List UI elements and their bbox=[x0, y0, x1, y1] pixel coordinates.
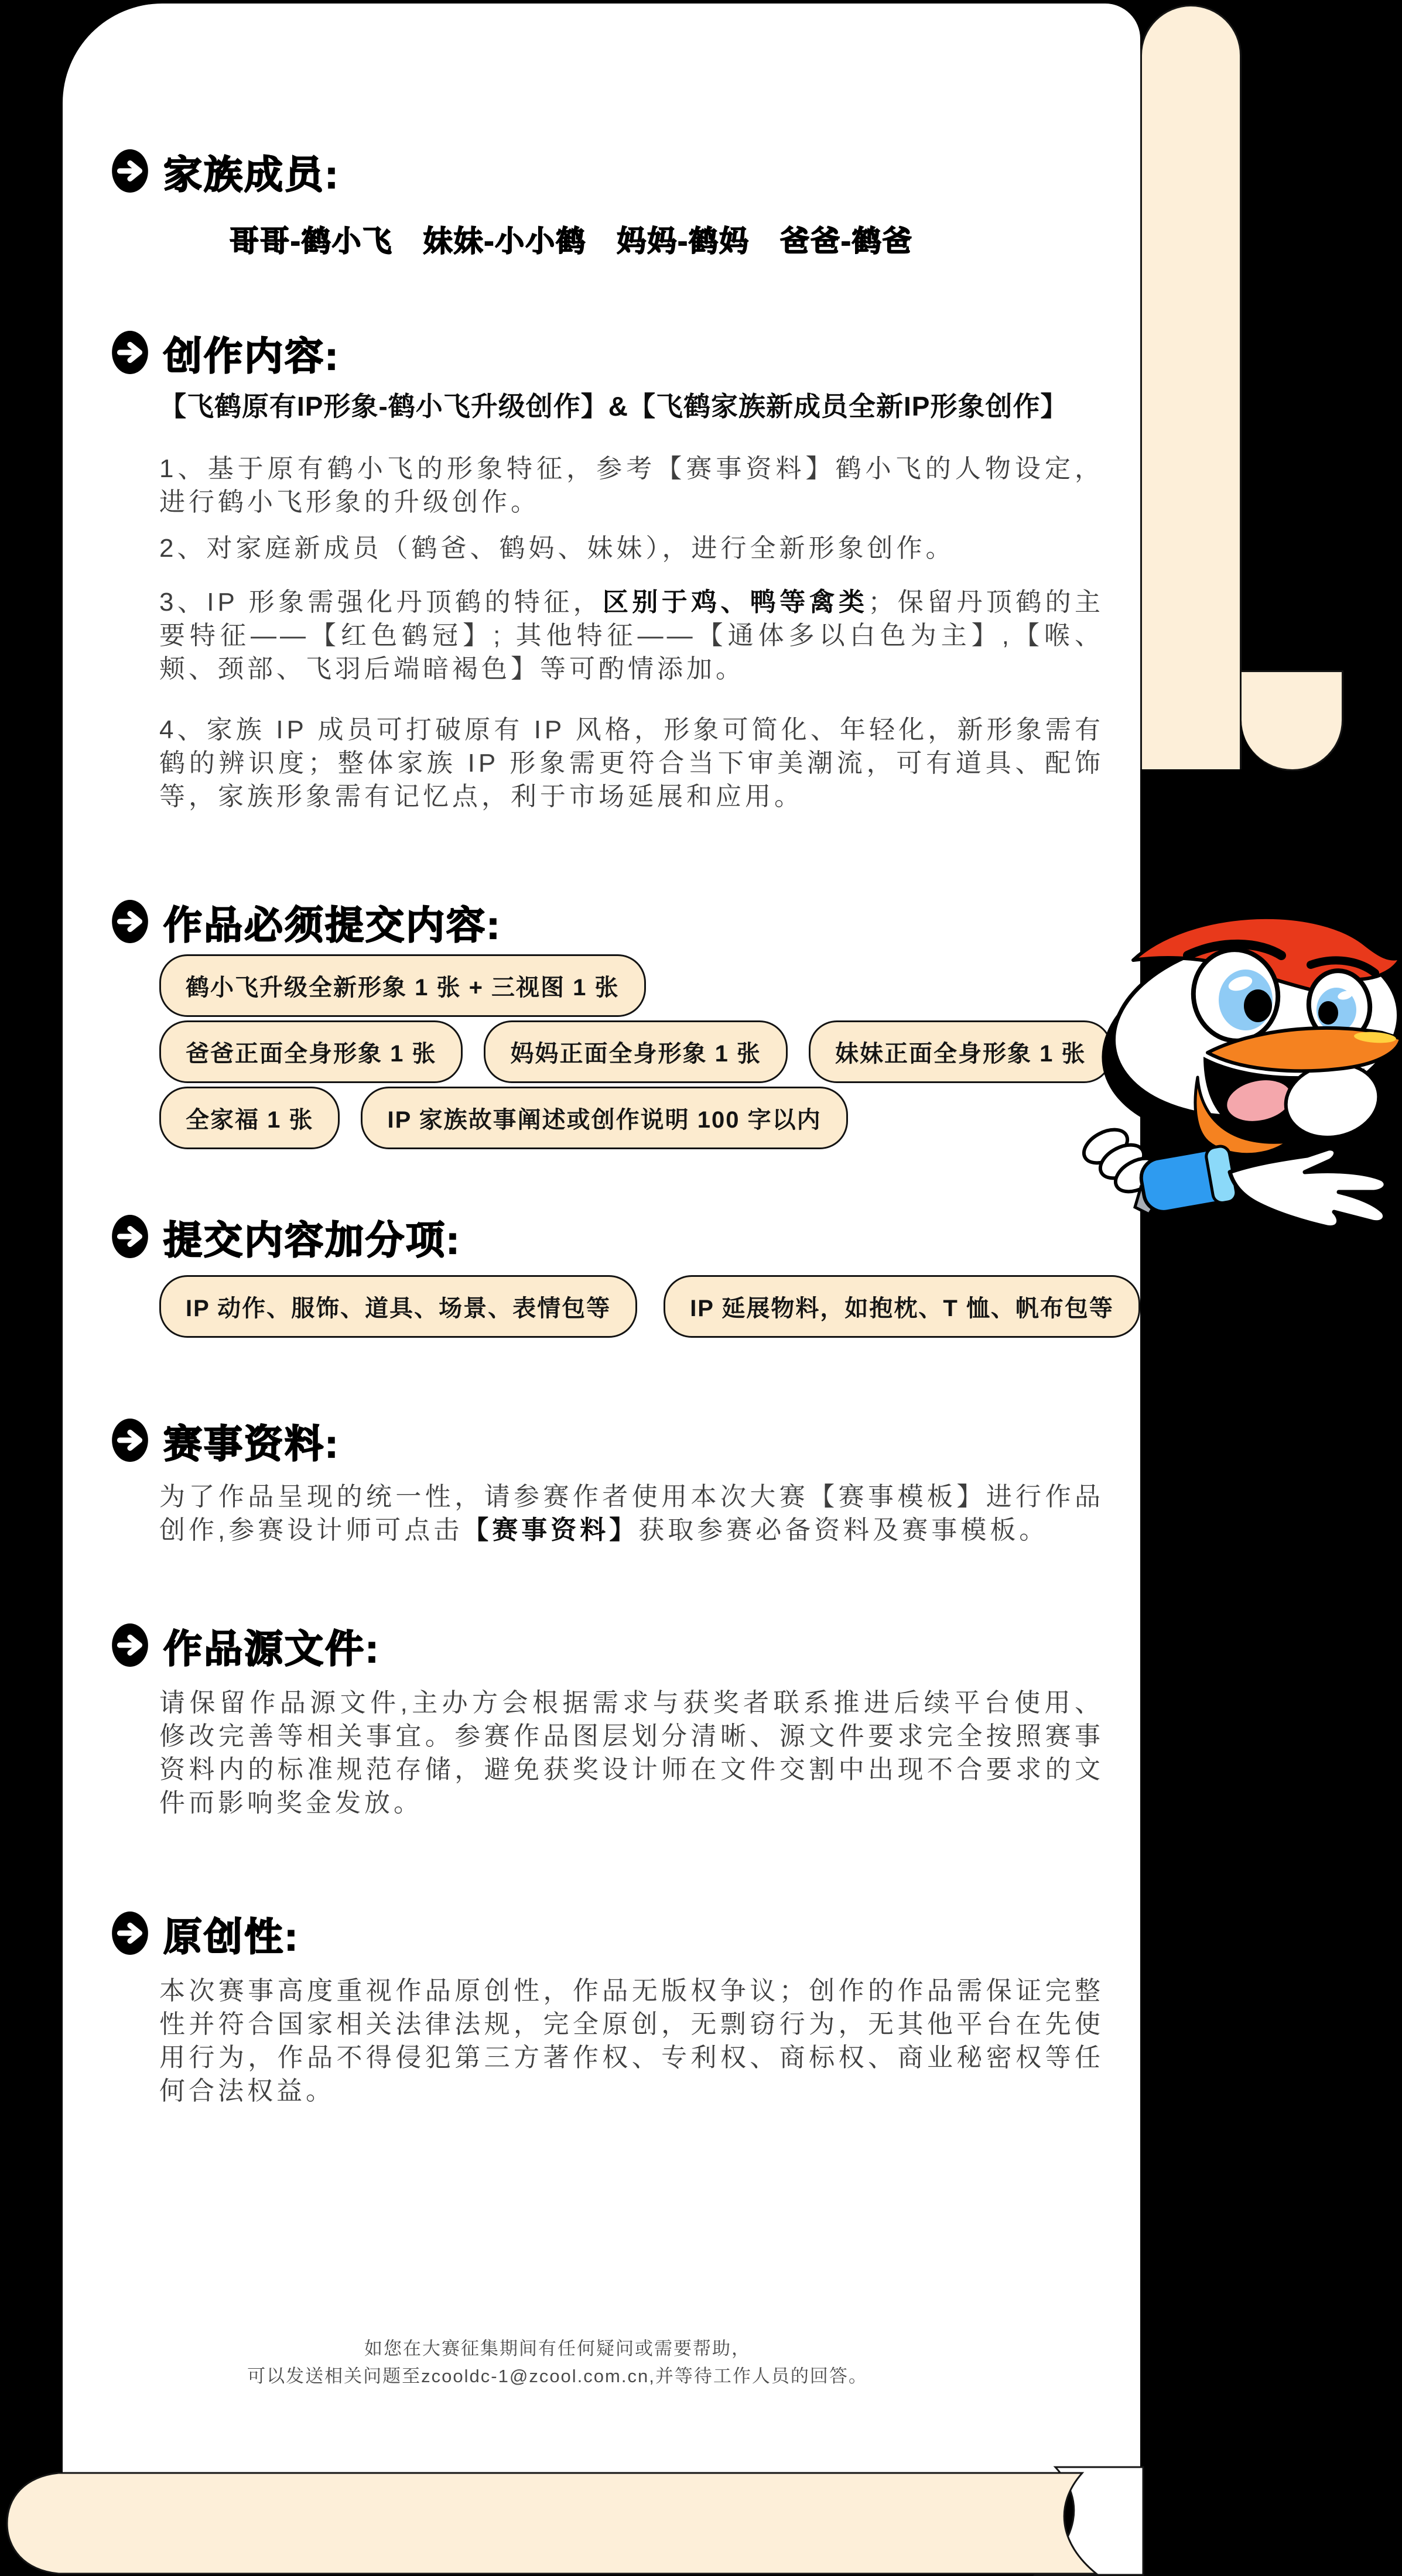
required-pill-row-2 bbox=[159, 1020, 1112, 1083]
section-title-family: 家族成员: bbox=[163, 152, 340, 196]
feihe-crane-mascot bbox=[1054, 907, 1402, 1405]
required-pill-row-3 bbox=[159, 1087, 848, 1149]
required-pill: 鹤小飞升级全新形象 1 张 + 三视图 1 张 bbox=[159, 954, 646, 1017]
section-title-source: 作品源文件: bbox=[163, 1626, 380, 1670]
arrow-right-icon bbox=[112, 1419, 148, 1462]
arrow-right-icon bbox=[112, 149, 148, 193]
family-members-line: 哥哥-鹤小飞 妹妹-小小鹤 妈妈-鹤妈 爸爸-鹤爸 bbox=[230, 225, 913, 258]
bonus-pill: IP 动作、服饰、道具、场景、表情包等 bbox=[159, 1275, 637, 1338]
section-title-creation: 创作内容: bbox=[163, 334, 340, 378]
creation-paragraph-4: 4、家族 IP 成员可打破原有 IP 风格，形象可简化、年轻化，新形象需有鹤的辨识度；整体家族 IP 形象需更符合当下审美潮流，可有道具、配饰等，家族形象需有记忆点，利于市场延展和应用。 bbox=[159, 715, 1104, 811]
bonus-pill-row bbox=[159, 1275, 1140, 1338]
footer-line-1: 如您在大赛征集期间有任何疑问或需要帮助， bbox=[364, 2338, 751, 2359]
required-pill: IP 家族故事阐述或创作说明 100 字以内 bbox=[361, 1087, 847, 1149]
paragraph-segment: ；保留丹顶鹤的主要特征——【红色鹤冠】; 其他特征——【通体多以白色为主】,【喉、颊、颈部、飞羽后端暗褐色】等可酌情添加。 bbox=[159, 588, 1104, 683]
arrow-right-icon bbox=[112, 331, 148, 374]
footer-line-2: 可以发送相关问题至zcooldc-1@zcool.com.cn,并等待工作人员的回答。 bbox=[247, 2366, 868, 2386]
required-pill: 全家福 1 张 bbox=[159, 1087, 340, 1149]
paragraph-segment: 为了作品呈现的统一性，请参赛作者使用本次大赛【赛事模板】进行作品创作,参赛设计师可点击 bbox=[159, 1482, 1104, 1544]
creation-paragraph-2: 2、对家庭新成员（鹤爸、鹤妈、妹妹），进行全新形象创作。 bbox=[159, 534, 955, 563]
section-title-required: 作品必须提交内容: bbox=[163, 903, 501, 947]
section-family-heading bbox=[112, 144, 340, 198]
materials-paragraph bbox=[159, 1480, 1104, 1547]
section-title-materials: 赛事资料: bbox=[163, 1421, 340, 1465]
required-pill: 爸爸正面全身形象 1 张 bbox=[159, 1020, 463, 1083]
section-source-heading bbox=[112, 1618, 380, 1672]
creation-paragraph-3 bbox=[159, 585, 1104, 686]
creation-subtitle: 【飞鹤原有IP形象-鹤小飞升级创作】&【飞鹤家族新成员全新IP形象创作】 bbox=[159, 391, 1068, 422]
required-pill: 妹妹正面全身形象 1 张 bbox=[809, 1020, 1112, 1083]
arrow-right-icon bbox=[112, 1912, 148, 1955]
scroll-curl-top-right bbox=[1140, 5, 1242, 769]
contest-materials-link[interactable]: 【赛事资料】 bbox=[463, 1516, 639, 1544]
required-pill: 妈妈正面全身形象 1 张 bbox=[484, 1020, 787, 1083]
source-paragraph: 请保留作品源文件,主办方会根据需求与获奖者联系推进后续平台使用、修改完善等相关事宜。参赛作品图层划分清晰、源文件要求完全按照赛事资料内的标准规范存储，避免获奖设计师在文件交割中出现不合要求的文件而影响奖金发放。 bbox=[159, 1688, 1104, 1817]
section-materials-heading bbox=[112, 1413, 340, 1467]
scroll-curl-flap bbox=[1242, 670, 1343, 771]
scroll-roll-bottom bbox=[0, 2466, 1402, 2576]
section-creation-heading bbox=[112, 326, 340, 379]
paragraph-segment: 获取参赛必备资料及赛事模板。 bbox=[638, 1516, 1049, 1544]
mascot-hand bbox=[1230, 1149, 1386, 1228]
arrow-right-icon bbox=[112, 900, 148, 943]
section-title-bonus: 提交内容加分项: bbox=[163, 1218, 461, 1262]
mascot-sleeve bbox=[1138, 1145, 1237, 1217]
paragraph-segment: 3、IP 形象需强化丹顶鹤的特征， bbox=[159, 588, 603, 616]
creation-paragraph-1: 1、基于原有鹤小飞的形象特征，参考【赛事资料】鹤小飞的人物设定，进行鹤小飞形象的升级创作。 bbox=[159, 454, 1104, 516]
paragraph-segment-bold: 区别于鸡、鸭等禽类 bbox=[603, 588, 868, 616]
footer-help-note bbox=[63, 2335, 1052, 2390]
section-required-heading bbox=[112, 895, 501, 948]
arrow-right-icon bbox=[112, 1623, 148, 1667]
arrow-right-icon bbox=[112, 1215, 148, 1258]
required-pill-row-1 bbox=[159, 954, 646, 1017]
section-originality-heading bbox=[112, 1906, 299, 1960]
section-title-originality: 原创性: bbox=[163, 1914, 299, 1958]
bonus-pill: IP 延展物料，如抱枕、T 恤、帆布包等 bbox=[664, 1275, 1140, 1338]
section-bonus-heading bbox=[112, 1210, 461, 1263]
originality-paragraph: 本次赛事高度重视作品原创性，作品无版权争议；创作的作品需保证完整性并符合国家相关法律法规，完全原创，无剽窃行为，无其他平台在先使用行为，作品不得侵犯第三方著作权、专利权、商标权、商业秘密权等任何合法权益。 bbox=[159, 1976, 1104, 2105]
